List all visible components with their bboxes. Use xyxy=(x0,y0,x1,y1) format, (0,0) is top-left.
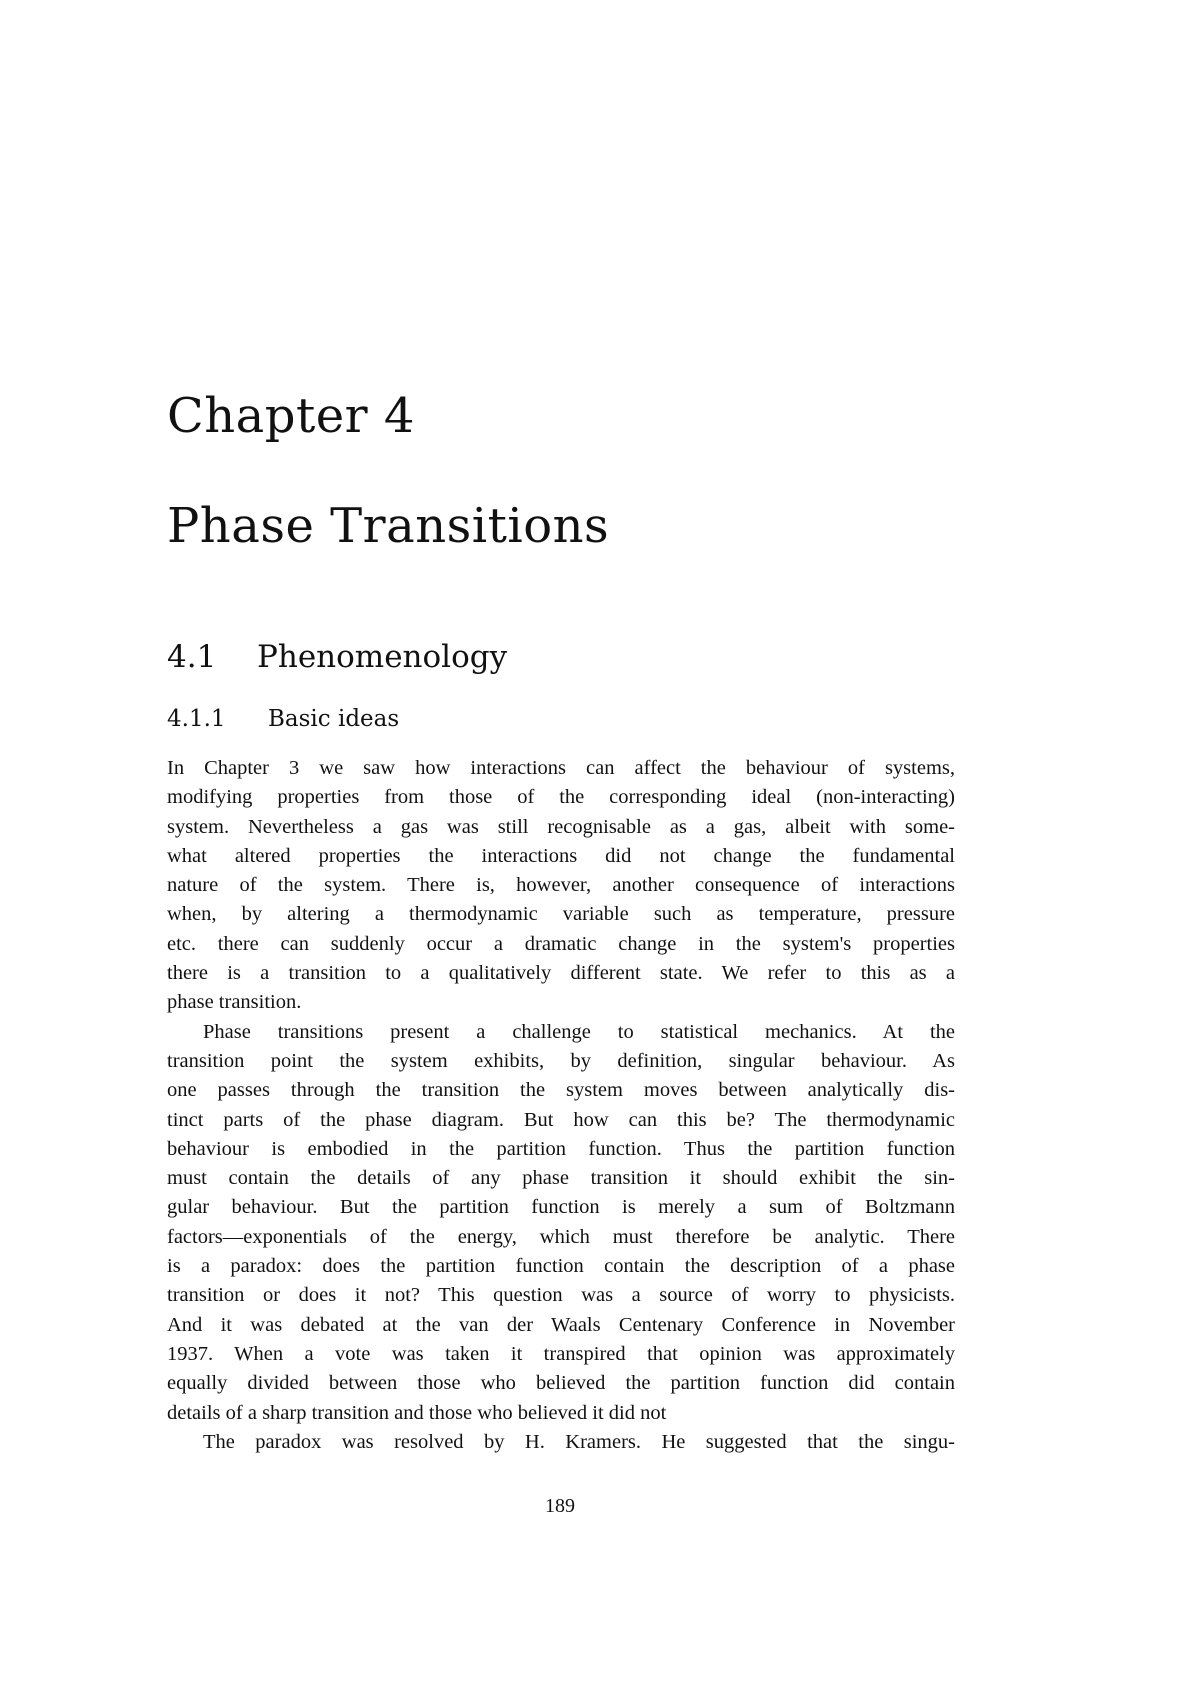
text-line: etc. there can suddenly occur a dramatic change in the system's properties xyxy=(167,932,955,955)
text-line: is a paradox: does the partition function contain the description of a phase xyxy=(167,1255,955,1278)
text-line: 1937. When a vote was taken it transpired that opinion was approximately xyxy=(167,1342,955,1365)
text-line: modifying properties from those of the corresponding ideal (non-interacting) xyxy=(167,786,955,809)
text-line: behaviour is embodied in the partition function. Thus the partition function xyxy=(167,1137,955,1160)
page-number: 189 xyxy=(545,1495,575,1517)
text-line: details of a sharp transition and those who believed it did not xyxy=(167,1401,667,1424)
subsection-title: Basic ideas xyxy=(268,706,400,732)
text-line: Phase transitions present a challenge to statistical mechanics. At the xyxy=(203,1020,955,1043)
body-text xyxy=(167,754,955,1457)
text-line: In Chapter 3 we saw how interactions can affect the behaviour of systems, xyxy=(167,757,955,779)
text-line: nature of the system. There is, however, another consequence of interactions xyxy=(167,874,955,897)
paragraph xyxy=(167,754,955,1018)
section-title: Phenomenology xyxy=(257,639,508,675)
text-line: tinct parts of the phase diagram. But how can this be? The thermodynamic xyxy=(167,1108,955,1131)
paragraph xyxy=(167,1428,955,1457)
text-line: factors—exponentials of the energy, which must therefore be analytic. There xyxy=(167,1225,955,1248)
text-line: one passes through the transition the system moves between analytically dis- xyxy=(167,1079,955,1102)
chapter-title: Phase Transitions xyxy=(167,498,610,554)
subsection-number: 4.1.1 xyxy=(167,706,226,732)
text-line: there is a transition to a qualitatively different state. We refer to this as a xyxy=(167,962,955,985)
text-line: transition or does it not? This question was a source of worry to physicists. xyxy=(167,1284,955,1307)
subsection-heading xyxy=(167,708,399,731)
section-heading xyxy=(167,639,508,675)
text-line: And it was debated at the van der Waals Centenary Conference in November xyxy=(167,1313,955,1336)
section-number: 4.1 xyxy=(167,639,217,675)
text-line: system. Nevertheless a gas was still recognisable as a gas, albeit with some- xyxy=(167,815,955,838)
text-line: what altered properties the interactions did not change the fundamental xyxy=(167,844,955,867)
text-line: must contain the details of any phase transition it should exhibit the sin- xyxy=(167,1167,955,1190)
text-line: The paradox was resolved by H. Kramers. He suggested that the singu- xyxy=(203,1430,955,1453)
chapter-label: Chapter 4 xyxy=(167,388,415,444)
text-line: transition point the system exhibits, by definition, singular behaviour. As xyxy=(167,1049,955,1072)
text-line: gular behaviour. But the partition function is merely a sum of Boltzmann xyxy=(167,1196,955,1219)
paragraph xyxy=(167,1018,955,1428)
text-line: when, by altering a thermodynamic variable such as temperature, pressure xyxy=(167,903,955,926)
text-line: phase transition. xyxy=(167,991,302,1014)
text-line: equally divided between those who believed the partition function did contain xyxy=(167,1372,955,1395)
